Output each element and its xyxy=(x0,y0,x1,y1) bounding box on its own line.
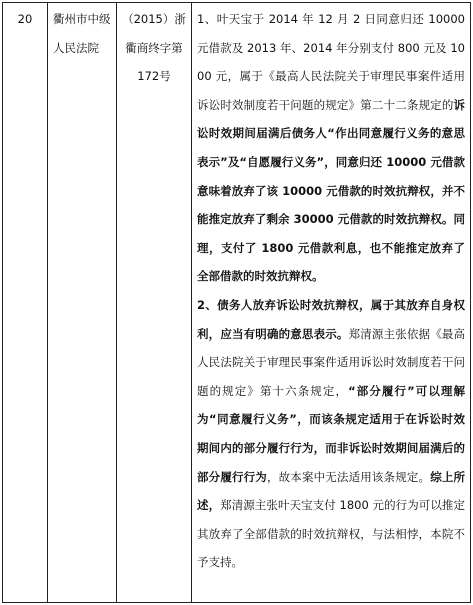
row-number: 20 xyxy=(3,3,48,603)
p2-bold-text-3: 综上所述， xyxy=(197,469,466,513)
p2-normal-text-1: 郑清源主张依据《最高人民法院关于审理民事案件适用诉讼时效制度若干问题的规定》第十六条规定， xyxy=(197,326,466,398)
case-table xyxy=(2,2,471,603)
p2-bold-text-1: 2、债务人放弃诉讼时效抗辩权，属于其放弃自身权利，应当有明确的意思表示。 xyxy=(197,297,465,341)
case-number: （2015）浙衢商终字第172号 xyxy=(117,3,192,603)
table-row xyxy=(3,3,471,603)
p1-normal-text: 1、叶天宝于 2014 年 12 月 2 日同意归还 10000 元借款及 2013 年、2014 年分别支付 800 元及 1000 元，属于《最高人民法院关于审理民事案件适用诉讼时效制度若干问题的规定》第二十二条规定的 xyxy=(197,12,465,112)
paragraph-1 xyxy=(197,5,465,291)
judgment-content xyxy=(192,3,471,603)
p2-normal-text-2: ，故本案中无法适用该条规定。 xyxy=(266,469,431,484)
p1-bold-text: 诉讼时效期间届满后债务人“作出同意履行义务的意思表示”及“自愿履行义务”，同意归还 10000 元借款意味着放弃了该 10000 元借款的时效抗辩权，并不能推定放弃了剩余 30000 元借款的时效抗辩权。同理，支付了 1800 元借款利息，也不能推定放弃了全部借款的时效抗辩权。 xyxy=(197,97,465,284)
paragraph-2 xyxy=(197,291,465,577)
p2-bold-text-2: “部分履行”可以理解为“同意履行义务”，而该条规定适用于在诉讼时效期间内的部分履行行为，而非诉讼时效期间届满后的部分履行行为 xyxy=(197,383,465,484)
p2-normal-text-3: 郑清源主张叶天宝支付 1800 元的行为可以推定其放弃了全部借款的时效抗辩权，与法相悖，本院不予支持。 xyxy=(197,498,466,570)
court-name: 衢州市中级人民法院 xyxy=(48,3,117,603)
